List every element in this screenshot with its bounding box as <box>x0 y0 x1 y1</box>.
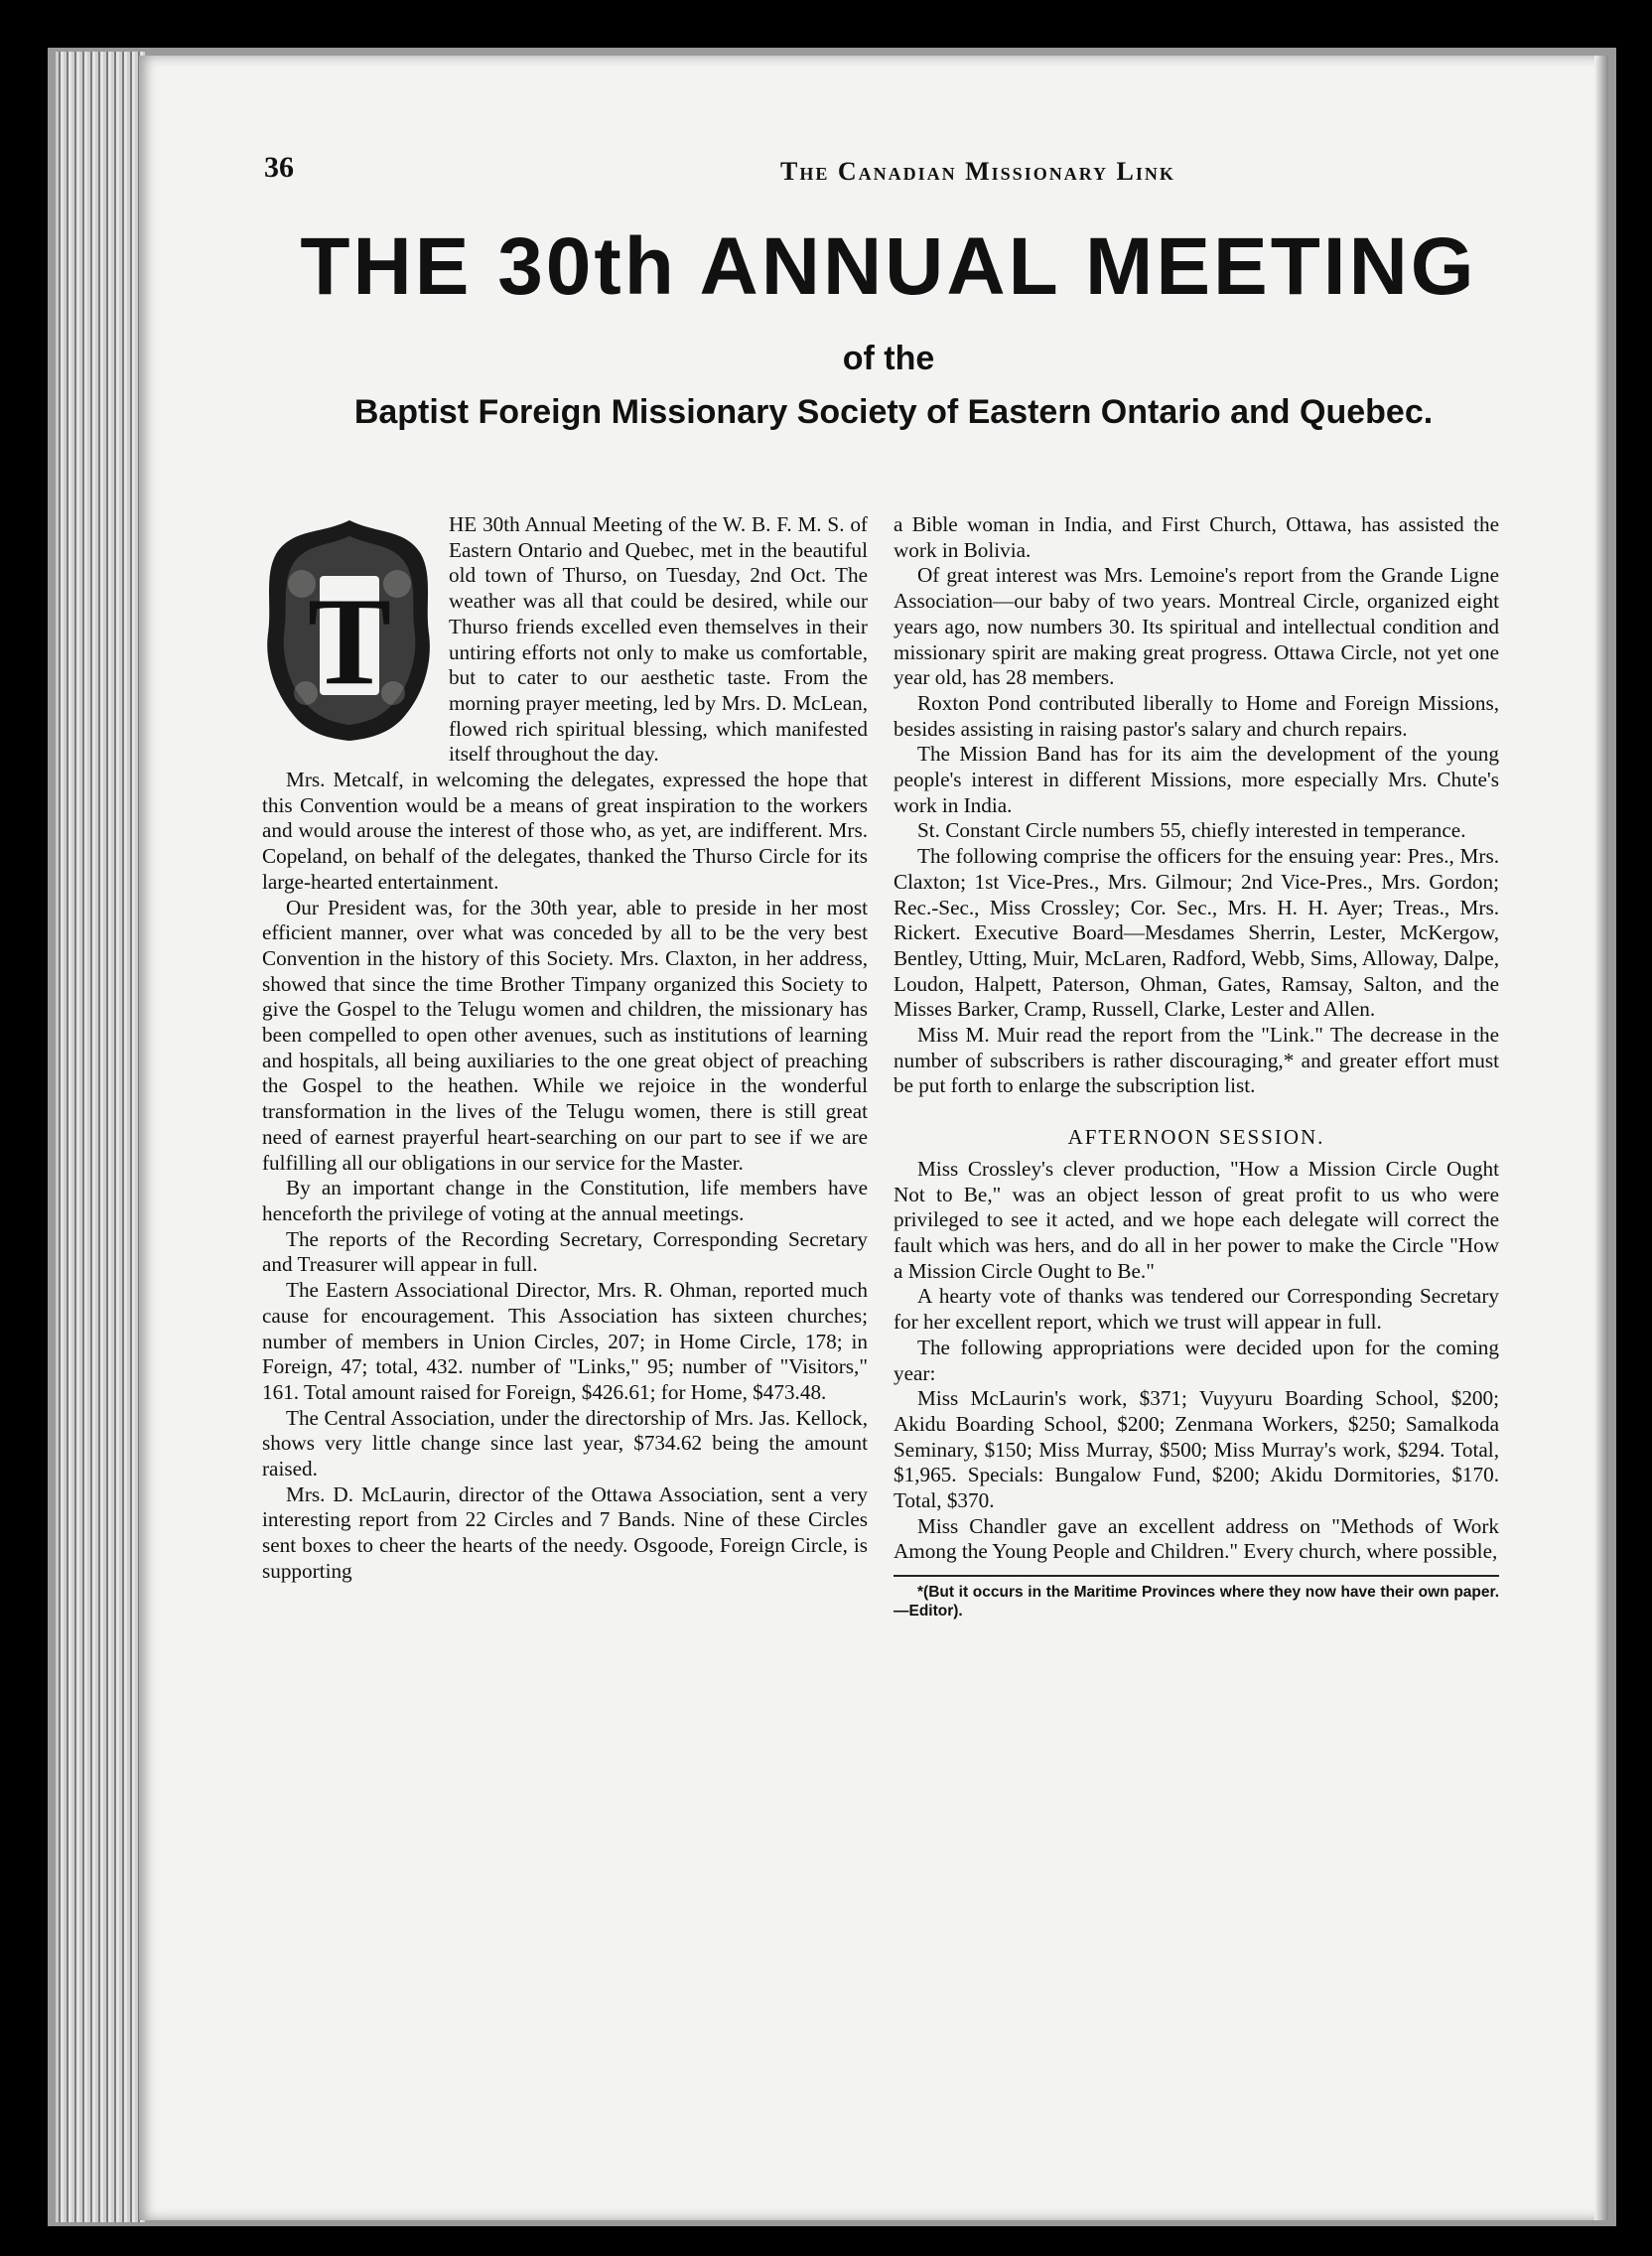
paragraph: A hearty vote of thanks was tendered our Corresponding Secretary for her excellent report, which we trust will appear in full. <box>894 1284 1499 1335</box>
dropcap-ornament-icon <box>262 514 437 745</box>
paragraph: By an important change in the Constitution, life members have henceforth the privilege of voting at the annual meetings. <box>262 1176 868 1225</box>
afternoon-session-heading: AFTERNOON SESSION. <box>1067 1125 1325 1150</box>
running-head: The Canadian Missionary Link <box>780 157 1175 186</box>
paragraph: Miss McLaurin's work, $371; Vuyyuru Boarding School, $200; Akidu Boarding School, $200; Zenmana Workers, $250; Samalkoda Seminary, $150; Miss Murray, $500; Miss Murray's work, $294. Total, $1,965. Specials: Bungalow Fund, $200; Akidu Dormitories, $170. Total, $370. <box>894 1386 1499 1513</box>
paragraph: Mrs. Metcalf, in welcoming the delegates, expressed the hope that this Convention would be a means of great inspiration to the workers and would arouse the interest of those who, as yet, are indifferent. Mrs. Copeland, on behalf of the delegates, thanked the Thurso Circle for its large-hearted entertainment. <box>262 768 868 894</box>
left-column <box>262 512 868 1585</box>
footnote: *(But it occurs in the Maritime Provinces where they now have their own paper.—Editor). <box>894 1584 1499 1621</box>
article-subtitle-society: Baptist Foreign Missionary Society of Eastern Ontario and Quebec. <box>353 393 1434 431</box>
page-header <box>264 151 1555 191</box>
paragraph: Our President was, for the 30th year, able to preside in her most efficient manner, over what was conceded by all to be the very best Convention in the history of this Society. Mrs. Claxton, in her address, showed that since the time Brother Timpany organized this Society to give the Gospel to the Telugu women and children, the missionary has been compelled to open other avenues, such as institutions of learning and hospitals, all being auxiliaries to the one great object of preaching the Gospel to the heathen. While we rejoice in the wonderful transformation in the lives of the Telugu women, there is still great need of earnest prayerful heart-searching on our part to see if we are fulfilling all our obligations in our service for the Master. <box>262 895 868 1175</box>
paragraph: The Central Association, under the directorship of Mrs. Jas. Kellock, shows very little change since last year, $734.62 being the amount raised. <box>262 1405 868 1481</box>
page-number: 36 <box>264 151 294 184</box>
paragraph: Miss M. Muir read the report from the "Link." The decrease in the number of subscribers is rather discouraging,* and greater effort must be put forth to enlarge the subscription list. <box>894 1023 1499 1098</box>
paragraph: Miss Crossley's clever production, "How a Mission Circle Ought Not to Be," was an object lesson of great profit to us who were privileged to see it acted, and we hope each delegate will correct the fault which was hers, and do all in her power to make the Circle "How a Mission Circle Ought to Be." <box>894 1156 1499 1283</box>
footnote-rule <box>894 1575 1499 1577</box>
ornamental-dropcap <box>262 514 437 745</box>
paragraph: Mrs. D. McLaurin, director of the Ottawa Association, sent a very interesting report from 22 Circles and 7 Bands. Nine of these Circles sent boxes to cheer the hearts of the needy. Osgoode, Foreign Circle, is supporting <box>262 1481 868 1583</box>
book-page-edges <box>56 52 145 2222</box>
dropcap-letter: T <box>307 573 392 711</box>
page-gutter-shadow <box>1594 56 1608 2220</box>
paragraph: a Bible woman in India, and First Church, Ottawa, has assisted the work in Bolivia. <box>894 512 1499 562</box>
paragraph: The Mission Band has for its aim the development of the young people's interest in different Missions, more especially Mrs. Chute's work in India. <box>894 742 1499 817</box>
paragraph: HE 30th Annual Meeting of the W. B. F. M. S. of Eastern Ontario and Quebec, met in the beautiful old town of Thurso, on Tuesday, 2nd Oct. The weather was all that could be desired, while our Thurso friends excelled even themselves in their untiring efforts not only to make us comfortable, but to cater to our aesthetic taste. From the morning prayer meeting, led by Mrs. D. McLean, flowed rich spiritual blessing, which manifested itself throughout the day. <box>449 512 868 767</box>
article-subtitle-of: of the <box>842 340 935 377</box>
paragraph: St. Constant Circle numbers 55, chiefly interested in temperance. <box>917 818 1466 843</box>
magazine-page <box>139 56 1608 2220</box>
paragraph: Roxton Pond contributed liberally to Home and Foreign Missions, besides assisting in raising pastor's salary and church repairs. <box>894 690 1499 741</box>
paragraph: Miss Chandler gave an excellent address on "Methods of Work Among the Young People and Children." Every church, where possible, <box>894 1513 1499 1564</box>
right-column <box>894 512 1499 1621</box>
paragraph: Of great interest was Mrs. Lemoine's report from the Grande Ligne Association—our baby of two years. Montreal Circle, organized eight years ago, now numbers 30. Its spiritual and intellectual condition and missionary spirit are making great progress. Ottawa Circle, not yet one year old, has 28 members. <box>894 563 1499 690</box>
paragraph: The following comprise the officers for the ensuing year: Pres., Mrs. Claxton; 1st Vice-Pres., Mrs. Gilmour; 2nd Vice-Pres., Mrs. Gordon; Rec.-Sec., Miss Crossley; Cor. Sec., Mrs. H. H. Ayer; Treas., Mrs. Rickert. Executive Board—Mesdames Sherrin, Lester, McKergow, Bentley, Utting, Muir, McLaren, Radford, Webb, Sims, Alloway, Dalpe, Loudon, Halpett, Paterson, Ohman, Gates, Ramsay, Salton, and the Misses Barker, Cramp, Russell, Clarke, Lester and Allen. <box>894 844 1499 1022</box>
article-title: THE 30th ANNUAL MEETING <box>300 221 1477 312</box>
paragraph: The following appropriations were decided upon for the coming year: <box>894 1335 1499 1385</box>
paragraph: The Eastern Associational Director, Mrs. R. Ohman, reported much cause for encouragement. This Association has sixteen churches; number of members in Union Circles, 207; in Home Circle, 178; in Foreign, 47; total, 432. number of "Links," 95; number of "Visitors," 161. Total amount raised for Foreign, $426.61; for Home, $473.48. <box>262 1278 868 1404</box>
paragraph: The reports of the Recording Secretary, Corresponding Secretary and Treasurer will appear in full. <box>262 1226 868 1277</box>
